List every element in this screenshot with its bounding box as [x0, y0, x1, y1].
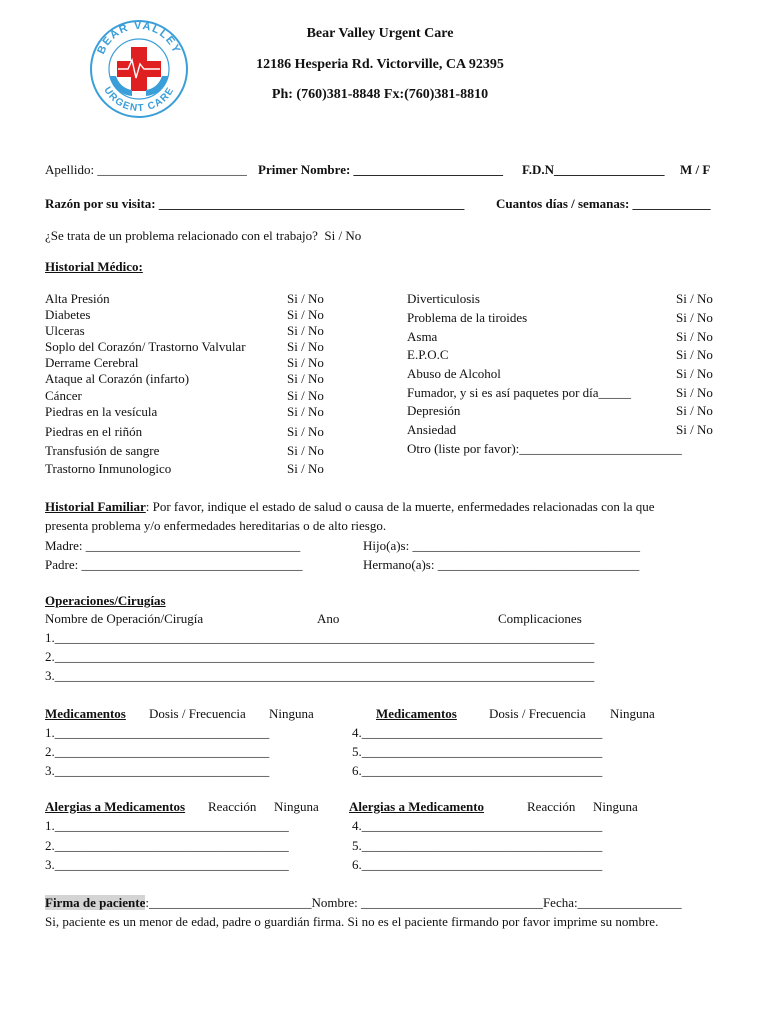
medical-condition-answer[interactable]: Si / No [287, 388, 324, 403]
historial-familiar-title: Historial Familiar [45, 499, 146, 514]
medical-condition-answer[interactable]: Si / No [287, 404, 324, 419]
medical-condition-label: Soplo del Corazón/ Trastorno Valvular [45, 339, 246, 354]
logo-text-top: BEAR VALLEY [95, 19, 183, 56]
medical-condition-answer[interactable]: Si / No [287, 291, 324, 306]
medical-condition-label: Diabetes [45, 307, 91, 322]
surgery-col-complications: Complicaciones [498, 611, 582, 626]
medication-line[interactable]: 6._____________________________________ [352, 763, 603, 778]
medical-condition-label: Fumador, y si es así paquetes por día_____ [407, 385, 632, 400]
clinic-logo [88, 10, 190, 128]
medical-condition-answer[interactable]: Si / No [676, 422, 713, 437]
firma-label: Firma de paciente [45, 895, 146, 910]
medical-condition-label: Ansiedad [407, 422, 457, 437]
medical-condition-answer[interactable]: Si / No [287, 355, 324, 370]
medical-condition-label: Asma [407, 329, 438, 344]
surgery-col-name: Nombre de Operación/Cirugía [45, 611, 204, 626]
medical-condition-label: Trastorno Inmunologico [45, 461, 172, 476]
medical-condition-label: Problema de la tiroides [407, 310, 528, 325]
medical-condition-answer[interactable]: Si / No [676, 310, 713, 325]
fdn-field[interactable]: F.D.N_________________ [522, 162, 665, 177]
surgery-col-year: Ano [317, 611, 340, 626]
family-history-intro-1: : Por favor, indique el estado de salud o causa de la muerte, enfermedades relacionadas con la que [145, 499, 655, 514]
medicamentos-ninguna-left[interactable]: Ninguna [269, 706, 314, 721]
allergy-line[interactable]: 5._____________________________________ [352, 838, 603, 853]
madre-field[interactable]: Madre: _________________________________ [45, 538, 301, 553]
allergy-line[interactable]: 4._____________________________________ [352, 818, 603, 833]
medical-condition-label: Depresión [407, 403, 461, 418]
medical-condition-answer[interactable]: Si / No [287, 339, 324, 354]
allergy-line[interactable]: 2.____________________________________ [45, 838, 289, 853]
razon-visita-field[interactable]: Razón por su visita: _______________________________________________ [45, 196, 465, 211]
medical-condition-label: Diverticulosis [407, 291, 480, 306]
allergy-line[interactable]: 1.____________________________________ [45, 818, 289, 833]
medicamentos-ninguna-right[interactable]: Ninguna [610, 706, 655, 721]
allergy-line[interactable]: 6._____________________________________ [352, 857, 603, 872]
medical-condition-label: Piedras en el riñón [45, 424, 143, 439]
medication-line[interactable]: 4._____________________________________ [352, 725, 603, 740]
signature-line[interactable] [45, 895, 682, 911]
medicamentos-title-left: Medicamentos [45, 706, 126, 721]
medicamentos-title-right: Medicamentos [376, 706, 457, 721]
signature-rest[interactable]: :_________________________Nombre: ____________________________Fecha:________________ [145, 895, 682, 910]
medicamentos-dosis-right: Dosis / Frecuencia [489, 706, 586, 721]
medical-condition-label: Piedras en la vesícula [45, 404, 158, 419]
medical-condition-label: Transfusión de sangre [45, 443, 160, 458]
alergias-title-right: Alergias a Medicamento [349, 799, 485, 814]
alergias-title-left: Alergias a Medicamentos [45, 799, 186, 814]
medical-condition-answer[interactable]: Si / No [676, 403, 713, 418]
clinic-phone-fax: Ph: (760)381-8848 Fx:(760)381-8810 [271, 87, 489, 102]
hijo-field[interactable]: Hijo(a)s: ___________________________________ [363, 538, 640, 553]
medication-line[interactable]: 1._________________________________ [45, 725, 270, 740]
signature-note: Si, paciente es un menor de edad, padre o guardián firma. Si no es el paciente firmando por favor imprime su nombre. [45, 914, 659, 929]
padre-field[interactable]: Padre: __________________________________ [45, 557, 303, 572]
medicamentos-dosis-left: Dosis / Frecuencia [149, 706, 246, 721]
medical-condition-answer[interactable]: Si / No [287, 371, 324, 386]
alergias-ninguna-right[interactable]: Ninguna [593, 799, 638, 814]
medical-condition-answer[interactable]: Si / No [287, 307, 324, 322]
medication-line[interactable]: 3._________________________________ [45, 763, 270, 778]
surgery-line[interactable]: 1.___________________________________________________________________________________ [45, 630, 595, 645]
sexo-field[interactable]: M / F [680, 162, 711, 177]
medical-condition-answer[interactable]: Si / No [287, 323, 324, 338]
medical-condition-label: Cáncer [45, 388, 82, 403]
medical-condition-answer[interactable]: Si / No [676, 385, 713, 400]
medical-condition-label: E.P.O.C [407, 347, 449, 362]
medical-condition-answer[interactable]: Si / No [287, 461, 324, 476]
medical-condition-label: Abuso de Alcohol [407, 366, 501, 381]
historial-medico-title: Historial Médico: [45, 259, 143, 274]
cuantos-dias-field[interactable]: Cuantos días / semanas: ____________ [496, 196, 711, 211]
medical-condition-label: Ataque al Corazón (infarto) [45, 371, 190, 386]
allergy-line[interactable]: 3.____________________________________ [45, 857, 289, 872]
logo-text-bottom: URGENT CARE [101, 85, 177, 115]
medical-condition-label: Ulceras [45, 323, 85, 338]
alergias-reaccion-right: Reacción [527, 799, 576, 814]
family-history-intro-2: presenta problema y/o enfermedades hereditarias o de alto riesgo. [45, 518, 387, 533]
family-history-intro [45, 499, 655, 515]
medical-condition-answer[interactable]: Si / No [676, 366, 713, 381]
alergias-reaccion-left: Reacción [208, 799, 257, 814]
medical-condition-answer[interactable]: Si / No [676, 347, 713, 362]
clinic-name: Bear Valley Urgent Care [306, 26, 454, 41]
apellido-field[interactable]: Apellido: _______________________ [45, 162, 247, 177]
medical-condition-answer[interactable]: Si / No [287, 443, 324, 458]
trabajo-question[interactable]: ¿Se trata de un problema relacionado con el trabajo? Si / No [45, 228, 362, 243]
alergias-ninguna-left[interactable]: Ninguna [274, 799, 319, 814]
surgery-line[interactable]: 3.___________________________________________________________________________________ [45, 668, 595, 683]
medication-line[interactable]: 5._____________________________________ [352, 744, 603, 759]
medical-condition-answer[interactable]: Si / No [676, 291, 713, 306]
medication-line[interactable]: 2._________________________________ [45, 744, 270, 759]
medical-condition-answer[interactable]: Si / No [287, 424, 324, 439]
medical-condition-answer[interactable]: Si / No [676, 329, 713, 344]
operaciones-title: Operaciones/Cirugías [45, 593, 166, 608]
surgery-line[interactable]: 2.___________________________________________________________________________________ [45, 649, 595, 664]
hermano-field[interactable]: Hermano(a)s: _______________________________ [363, 557, 640, 572]
medical-condition-label: Alta Presión [45, 291, 110, 306]
primer-nombre-field[interactable]: Primer Nombre: _______________________ [258, 162, 504, 177]
clinic-address: 12186 Hesperia Rd. Victorville, CA 92395 [256, 57, 504, 72]
medical-condition-label: Otro (liste por favor):_________________________ [407, 441, 682, 456]
medical-condition-label: Derrame Cerebral [45, 355, 139, 370]
